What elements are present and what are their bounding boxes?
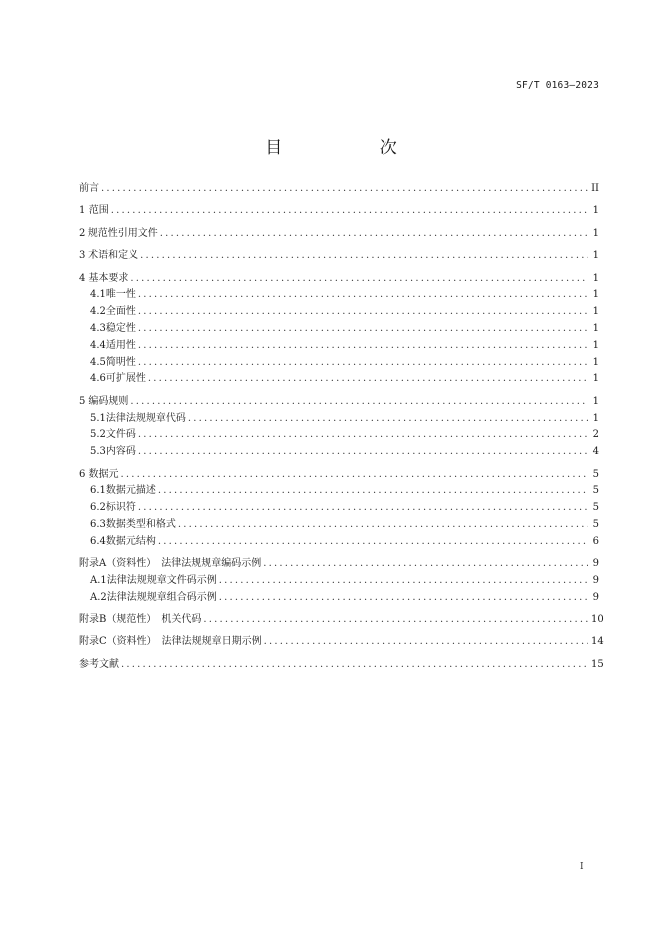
- toc-entry-page: 1: [592, 272, 599, 284]
- toc-entry[interactable]: [79, 590, 599, 607]
- toc-entry-number: A.2: [90, 591, 107, 603]
- toc-entry-number: 6.3: [90, 518, 106, 530]
- toc-entry-page: 10: [591, 614, 604, 626]
- toc-entry-number: 4.6: [90, 373, 106, 385]
- toc-entry-label: 标识符: [105, 502, 136, 514]
- toc-entry-page: 2: [592, 429, 599, 441]
- toc-entry-number: 6.2: [90, 502, 106, 514]
- toc-entry-number: 6: [79, 468, 86, 480]
- toc-entry-label: 附录C（资料性） 法律法规规章日期示例: [79, 636, 262, 648]
- dot-leader: [188, 411, 588, 428]
- toc-entry-label: 范围: [88, 205, 109, 217]
- toc-entry-number: 4.4: [90, 339, 106, 351]
- toc-entry-label: 文件码: [105, 429, 136, 441]
- dot-leader: [138, 427, 588, 444]
- dot-leader: [160, 226, 588, 243]
- toc-entry[interactable]: [79, 573, 599, 590]
- dot-leader: [130, 394, 588, 411]
- dot-leader: [121, 657, 588, 674]
- toc-entry-number: 4: [79, 272, 86, 284]
- toc-entry-number: 4.1: [90, 289, 106, 301]
- toc-entry-label: 法律法规规章代码: [105, 412, 186, 424]
- toc-entry-label: 规范性引用文件: [87, 227, 158, 239]
- toc-entry[interactable]: [79, 271, 599, 288]
- toc-entry[interactable]: [79, 411, 599, 428]
- toc-entry[interactable]: [79, 467, 599, 484]
- toc-entry-page: 1: [592, 322, 599, 334]
- toc-entry-page: 1: [592, 395, 599, 407]
- toc-entry[interactable]: [79, 500, 599, 517]
- dot-leader: [219, 590, 588, 607]
- dot-leader: [203, 612, 588, 629]
- dot-leader: [158, 534, 588, 551]
- toc-entry-label: 稳定性: [105, 322, 136, 334]
- toc-entry-page: 9: [592, 574, 599, 586]
- toc-entry[interactable]: [79, 355, 599, 372]
- toc-entry-page: 5: [592, 485, 599, 497]
- toc-entry[interactable]: [79, 371, 599, 388]
- toc-entry-number: 2: [79, 227, 86, 239]
- toc-entry-number: A.1: [90, 574, 107, 586]
- toc-entry-number: 6.4: [90, 535, 106, 547]
- toc-entry-label: 全面性: [105, 306, 136, 318]
- toc-entry[interactable]: [79, 338, 599, 355]
- dot-leader: [138, 304, 588, 321]
- toc-entry[interactable]: [79, 226, 599, 243]
- toc-entry-page: 1: [592, 373, 599, 385]
- toc-entry-page: 4: [592, 446, 599, 458]
- toc-entry-label: 基本要求: [88, 272, 129, 284]
- toc-entry[interactable]: [79, 321, 599, 338]
- dot-leader: [138, 321, 588, 338]
- toc-entry-number: 5.3: [90, 446, 106, 458]
- toc-entry-label: 数据类型和格式: [105, 518, 176, 530]
- toc-entry-label: 简明性: [105, 356, 136, 368]
- toc-entry-number: 5.1: [90, 412, 106, 424]
- toc-entry-page: 1: [592, 412, 599, 424]
- toc-entry[interactable]: [79, 634, 604, 651]
- dot-leader: [138, 500, 588, 517]
- toc-entry-page: 1: [592, 205, 599, 217]
- dot-leader: [138, 355, 588, 372]
- toc-entry-label: 数据元: [88, 468, 119, 480]
- toc-entry-page: 1: [592, 306, 599, 318]
- toc-entry-number: 6.1: [90, 485, 106, 497]
- toc-entry[interactable]: [79, 657, 604, 674]
- toc-entry-page: 1: [592, 356, 599, 368]
- dot-leader: [219, 573, 588, 590]
- toc-entry-page: 9: [592, 591, 599, 603]
- toc-entry-label: 内容码: [105, 446, 136, 458]
- toc-entry-page: 1: [592, 250, 599, 262]
- dot-leader: [263, 556, 588, 573]
- toc-entry-page: II: [591, 183, 599, 194]
- toc-entry-number: 1: [79, 205, 86, 217]
- dot-leader: [140, 248, 588, 265]
- dot-leader: [178, 517, 588, 534]
- toc-entry-page: 5: [592, 518, 599, 530]
- dot-leader: [101, 181, 588, 198]
- dot-leader: [138, 287, 588, 304]
- toc-entry[interactable]: [79, 612, 604, 629]
- toc-entry[interactable]: [79, 427, 599, 444]
- toc-entry-page: 1: [592, 227, 599, 239]
- toc-entry-label: 可扩展性: [105, 373, 146, 385]
- toc-entry[interactable]: [79, 394, 599, 411]
- toc-entry-page: 1: [592, 289, 599, 301]
- dot-leader: [138, 444, 588, 461]
- toc-entry-number: 4.3: [90, 322, 106, 334]
- toc-entry-number: 3: [79, 250, 86, 262]
- toc-entry-label: 数据元结构: [105, 535, 156, 547]
- dot-leader: [121, 467, 588, 484]
- toc-entry[interactable]: [79, 534, 599, 551]
- toc-entry-label: 参考文献: [79, 658, 119, 670]
- toc-entry-label: 数据元描述: [105, 485, 156, 497]
- toc-entry-number: 4.2: [90, 306, 106, 318]
- dot-leader: [158, 483, 588, 500]
- toc-list: [79, 181, 604, 674]
- toc-entry-page: 1: [592, 339, 599, 351]
- toc-title: 目 次: [265, 138, 443, 158]
- toc-entry[interactable]: [79, 203, 599, 220]
- toc-entry[interactable]: [79, 444, 599, 461]
- toc-entry-page: 6: [592, 535, 599, 547]
- toc-entry-label: 编码规则: [88, 395, 129, 407]
- toc-entry-page: 5: [592, 502, 599, 514]
- toc-entry[interactable]: [79, 517, 599, 534]
- dot-leader: [148, 371, 588, 388]
- toc-entry[interactable]: [79, 248, 599, 265]
- toc-entry-number: 5: [79, 395, 86, 407]
- dot-leader: [111, 203, 588, 220]
- toc-entry-number: 4.5: [90, 356, 106, 368]
- toc-entry-label: 术语和定义: [88, 250, 139, 262]
- toc-entry-number: 5.2: [90, 429, 106, 441]
- toc-entry-label: 适用性: [105, 339, 136, 351]
- toc-entry[interactable]: [79, 181, 599, 198]
- toc-entry-label: 法律法规规章文件码示例: [106, 574, 217, 586]
- toc-entry-page: 15: [591, 658, 604, 670]
- toc-entry-label: 法律法规规章组合码示例: [106, 591, 217, 603]
- toc-entry[interactable]: [79, 304, 599, 321]
- toc-entry[interactable]: [79, 556, 599, 573]
- toc-entry-page: 5: [592, 468, 599, 480]
- toc-entry-label: 唯一性: [105, 289, 136, 301]
- toc-entry-page: 14: [591, 636, 604, 648]
- dot-leader: [138, 338, 588, 355]
- document-code: SF/T 0163—2023: [516, 80, 599, 91]
- toc-entry[interactable]: [79, 287, 599, 304]
- toc-entry-page: 9: [592, 558, 599, 570]
- dot-leader: [264, 634, 588, 651]
- toc-entry[interactable]: [79, 483, 599, 500]
- dot-leader: [130, 271, 588, 288]
- toc-entry-label: 附录A（资料性） 法律法规规章编码示例: [79, 558, 262, 570]
- toc-entry-label: 附录B（规范性） 机关代码: [79, 614, 202, 626]
- page-number: I: [580, 862, 584, 872]
- toc-entry-label: 前言: [79, 183, 99, 194]
